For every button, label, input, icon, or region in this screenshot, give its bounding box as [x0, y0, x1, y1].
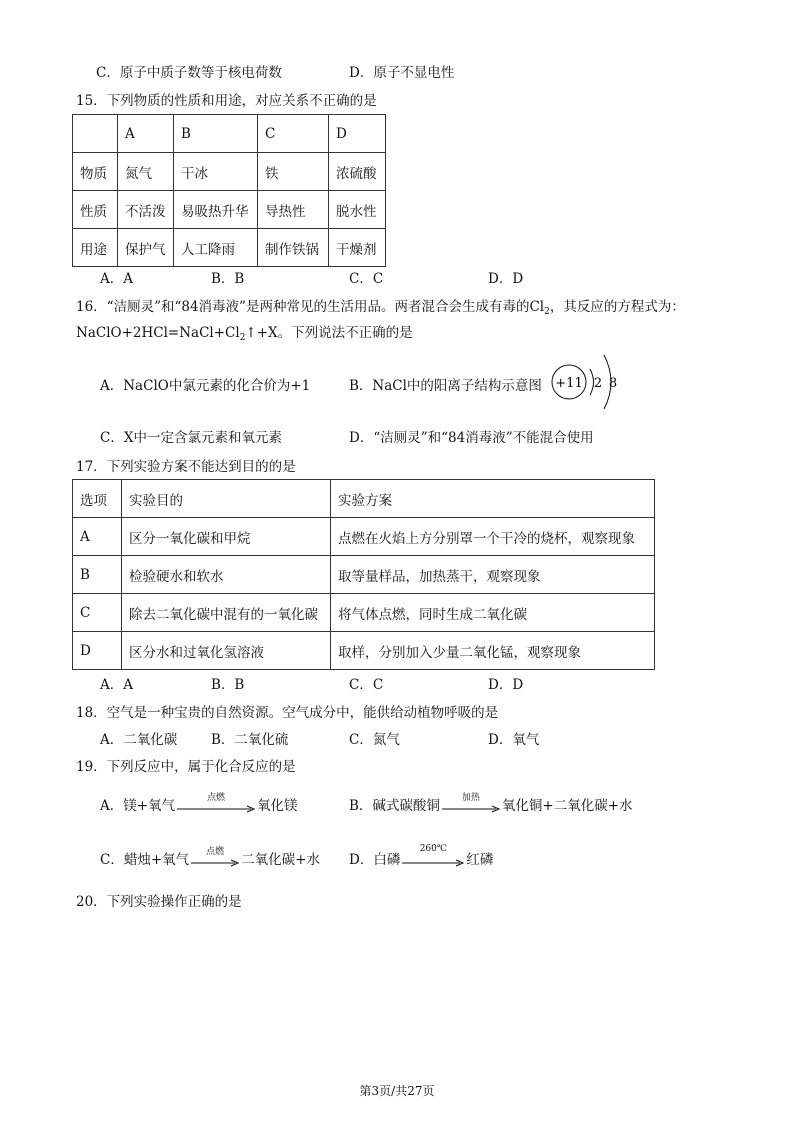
q18-option-d: D．氧气 [488, 732, 540, 748]
table-cell: 实验目的 [122, 480, 331, 518]
q16-option-c: C．X中一定含氯元素和氧元素 [100, 430, 282, 446]
table-cell: 实验方案 [331, 480, 655, 518]
table-cell: A [73, 518, 122, 556]
table-row [73, 191, 386, 229]
q20-stem: 20．下列实验操作正确的是 [76, 894, 242, 910]
q17-option-b: B．B [211, 677, 245, 693]
table-cell: C [73, 594, 122, 632]
q18-option-a: A．二氧化碳 [100, 732, 178, 748]
q14-option-c: C．原子中质子数等于核电荷数 [96, 65, 282, 81]
q18-option-b: B．二氧化硫 [211, 732, 289, 748]
table-cell: 取等量样品，加热蒸干，观察现象 [331, 556, 655, 594]
q16-option-d: D．“洁厕灵”和“84消毒液”不能混合使用 [349, 430, 594, 446]
table-row [73, 480, 655, 518]
q19-option-a: A．镁+氧气 点燃 氧化镁 [100, 792, 298, 814]
shell2-electrons: 8 [608, 376, 618, 391]
q17-table [72, 479, 655, 670]
reaction-arrow: 点燃 [177, 802, 255, 812]
shell1-electrons: 2 [593, 376, 603, 391]
q17-option-c: C．C [349, 677, 384, 693]
table-row [73, 115, 386, 153]
q15-table [72, 114, 386, 267]
q19-stem: 19．下列反应中，属于化合反应的是 [76, 759, 296, 775]
q16-option-b: B．NaCl中的阳离子结构示意图 [349, 378, 542, 394]
table-row [73, 229, 386, 267]
table-cell: C [258, 115, 329, 153]
table-cell: 点燃在火焰上方分别罩一个干冷的烧杯，观察现象 [331, 518, 655, 556]
q17-option-a: A．A [100, 677, 133, 693]
table-cell: 用途 [73, 229, 118, 267]
table-cell: 物质 [73, 153, 118, 191]
table-row [73, 518, 655, 556]
table-cell: 人工降雨 [174, 229, 258, 267]
q15-stem: 15．下列物质的性质和用途，对应关系不正确的是 [76, 93, 377, 109]
table-cell: 将气体点燃，同时生成二氧化碳 [331, 594, 655, 632]
table-cell: B [174, 115, 258, 153]
table-cell: 铁 [258, 153, 329, 191]
table-cell: 性质 [73, 191, 118, 229]
q19-option-b: B．碱式碳酸铜 加热 氧化铜+二氧化碳+水 [349, 792, 633, 814]
table-cell: 干燥剂 [329, 229, 386, 267]
table-cell: 取样，分别加入少量二氧化锰，观察现象 [331, 632, 655, 670]
q16-stem-line1: 16．“洁厕灵”和“84消毒液”是两种常见的生活用品。两者混合会生成有毒的$Cl_2$，其反应的方程式为： [76, 299, 685, 317]
table-cell: 导热性 [258, 191, 329, 229]
q16-equation: $NaClO+2HCl=NaCl+Cl_2↑+X$。下列说法不正确的是 [76, 325, 413, 343]
reaction-arrow: 加热 [442, 802, 500, 812]
table-cell: D [73, 632, 122, 670]
reaction-arrow: 点燃 [191, 856, 239, 866]
q15-option-b: B．B [211, 271, 245, 287]
q15-option-d: D．D [488, 271, 524, 287]
q14-option-d: D．原子不显电性 [349, 65, 455, 81]
table-cell: 检验硬水和软水 [122, 556, 331, 594]
table-cell: 制作铁锅 [258, 229, 329, 267]
table-cell: 区分水和过氧化氢溶液 [122, 632, 331, 670]
table-cell: 氮气 [118, 153, 174, 191]
reaction-arrow: 260℃ [402, 856, 464, 866]
table-cell: 不活泼 [118, 191, 174, 229]
q18-stem: 18．空气是一种宝贵的自然资源。空气成分中，能供给动植物呼吸的是 [76, 705, 499, 721]
q19-option-c: C．蜡烛+氧气 点燃 二氧化碳+水 [100, 846, 320, 868]
table-row [73, 594, 655, 632]
table-cell: 浓硫酸 [329, 153, 386, 191]
table-cell [73, 115, 118, 153]
q16-option-a: A．NaClO中氯元素的化合价为+1 [100, 378, 311, 394]
table-cell: A [118, 115, 174, 153]
table-cell: 易吸热升华 [174, 191, 258, 229]
table-cell: 选项 [73, 480, 122, 518]
table-row [73, 632, 655, 670]
table-row [73, 153, 386, 191]
q15-option-c: C．C [349, 271, 384, 287]
table-cell: 干冰 [174, 153, 258, 191]
q18-option-c: C．氮气 [349, 732, 400, 748]
ion-structure-diagram [550, 345, 625, 413]
table-row [73, 556, 655, 594]
table-cell: 区分一氧化碳和甲烷 [122, 518, 331, 556]
q19-option-d: D．白磷 260℃ 红磷 [349, 843, 494, 868]
nucleus-charge: +11 [555, 376, 583, 391]
table-cell: D [329, 115, 386, 153]
page-footer: 第3页/共27页 [359, 1084, 435, 1098]
table-cell: B [73, 556, 122, 594]
table-cell: 脱水性 [329, 191, 386, 229]
table-cell: 保护气 [118, 229, 174, 267]
table-cell: 除去二氧化碳中混有的一氧化碳 [122, 594, 331, 632]
q15-option-a: A．A [100, 271, 133, 287]
q17-stem: 17．下列实验方案不能达到目的的是 [76, 459, 296, 475]
q17-option-d: D．D [488, 677, 524, 693]
